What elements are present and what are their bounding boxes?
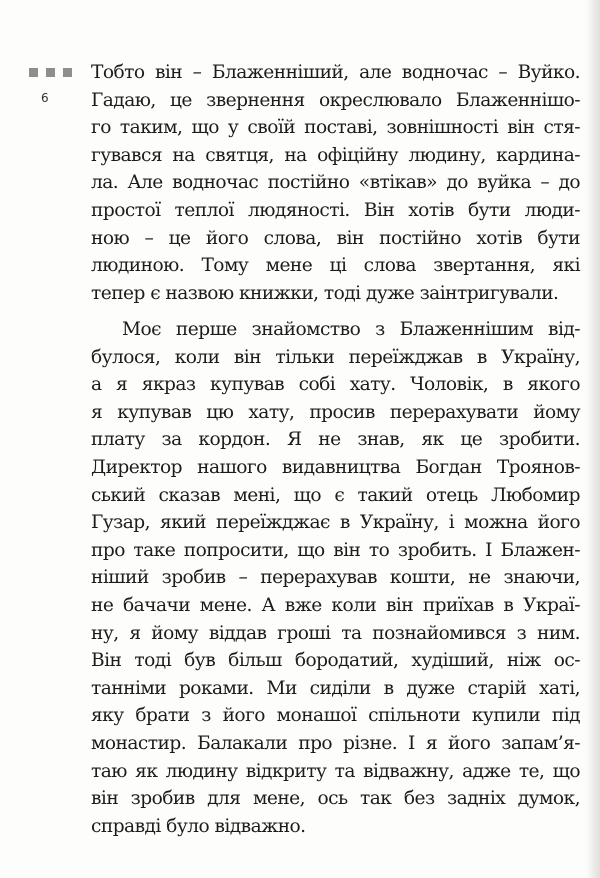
text-line: яку брати з його монашої спільноти купили під (91, 705, 580, 727)
scan-edge-shadow (586, 0, 600, 878)
text-line: Тобто він – Блаженніший, але водночас – Вуйко. (91, 62, 580, 83)
text-line: булося, коли він тільки переїжджав в Україну, (91, 346, 580, 368)
text-line: ніший зробив – перерахував кошти, не знаючи, (91, 567, 580, 589)
text-line: плату за кордон. Я не знав, як це зробити. (91, 429, 580, 451)
text-line: ну, я йому віддав гроші та познайомився з ним. (91, 622, 580, 644)
text-line: ла. Але водночас постійно «втікав» до вуйка – до (91, 172, 580, 194)
text-line: ною – це його слова, він постійно хотів бути (91, 227, 580, 249)
text-line: Гадаю, це звернення окреслювало Блаженнішо- (91, 89, 580, 111)
text-line: го таким, що у своїй поставі, зовнішності він стя- (91, 117, 580, 139)
page-number: 6 (41, 91, 49, 105)
text-line: тепер є назвою книжки, тоді дуже заінтригували. (91, 282, 559, 304)
text-line: не бачачи мене. А вже коли він приїхав в Украї- (91, 594, 580, 616)
text-line: він зробив для мене, ось так без задніх думок, (91, 788, 580, 810)
text-line: простої теплої людяності. Він хотів бути люди- (91, 199, 580, 221)
text-line: а я якраз купував собі хату. Чоловік, в якого (91, 374, 580, 396)
text-line: ський сказав мені, що є такий отець Любомир (91, 484, 580, 506)
text-line: монастир. Балакали про різне. І я його запам’я- (91, 732, 580, 754)
text-line: Директор нашого видавництва Богдан Троянов- (91, 456, 580, 478)
text-line: справді було відважно. (91, 815, 306, 837)
text-line: танніми роками. Ми сиділи в дуже старій хаті, (91, 677, 580, 699)
paragraph-2 (91, 316, 580, 840)
text-line: Моє перше знайомство з Блаженнішим від- (122, 319, 580, 340)
paragraph-1 (91, 59, 580, 307)
text-line: про таке попросити, що він то зробить. І Блажен- (91, 539, 580, 561)
section-marker-squares (29, 68, 72, 77)
text-line: Він тоді був більш бородатий, худіший, ніж ос- (91, 650, 580, 672)
text-line: Гузар, який переїжджає в Україну, і можна його (91, 512, 580, 534)
text-line: я купував цю хату, просив перерахувати йому (91, 401, 580, 423)
text-line: таю як людину відкриту та відважну, адже те, що (91, 760, 580, 782)
text-line: гувався на святця, на офіційну людину, кардина- (91, 144, 580, 166)
text-line: людиною. Тому мене ці слова звертання, які (91, 255, 580, 277)
